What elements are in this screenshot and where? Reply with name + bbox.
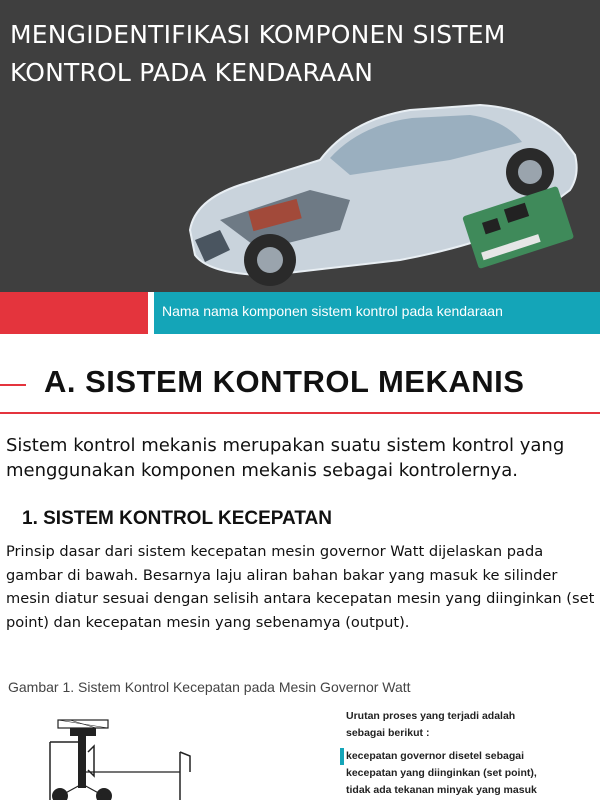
body-paragraph: Prinsip dasar dari sistem kecepatan mesin governor Watt dijelaskan pada gambar di bawah. Besarnya laju aliran bahan bakar yang masuk ke silinder mesin diatur sesuai dengan selisih antara kecepatan mesin yang diinginkan (set point) dan kecepatan mesin yang sebenamya (output). <box>6 543 595 631</box>
intro-text: Sistem kontrol mekanis merupakan suatu sistem kontrol yang menggunakan komponen mekanis sebagai kontrolernya. <box>6 435 565 481</box>
red-rule-short <box>0 384 26 386</box>
side-note-highlight: kecepatan governor disetel sebagai <box>340 748 586 765</box>
slide-caption: Nama nama komponen sistem kontrol pada kendaraan <box>162 303 503 319</box>
side-note-line: sebagai berikut : <box>346 727 430 739</box>
red-accent-bar <box>0 292 148 334</box>
process-side-note <box>346 708 596 799</box>
side-note-line: kecepatan yang diinginkan (set point), <box>346 767 537 779</box>
caption-band <box>0 292 600 334</box>
side-note-line: Urutan proses yang terjadi adalah <box>346 710 516 722</box>
section-heading: A. SISTEM KONTROL MEKANIS <box>44 364 525 399</box>
side-note-line: tidak ada tekanan minyak yang masuk <box>346 784 537 796</box>
slide-title: MENGIDENTIFIKASI KOMPONEN SISTEM KONTROL PADA KENDARAAN <box>10 20 506 87</box>
car-cutaway-illustration <box>150 80 600 292</box>
red-rule-long <box>0 412 600 414</box>
governor-diagram <box>30 712 310 800</box>
title-slide <box>0 0 600 292</box>
subsection-heading: 1. SISTEM KONTROL KECEPATAN <box>22 508 333 529</box>
figure-caption: Gambar 1. Sistem Kontrol Kecepatan pada Mesin Governor Watt <box>8 679 411 695</box>
